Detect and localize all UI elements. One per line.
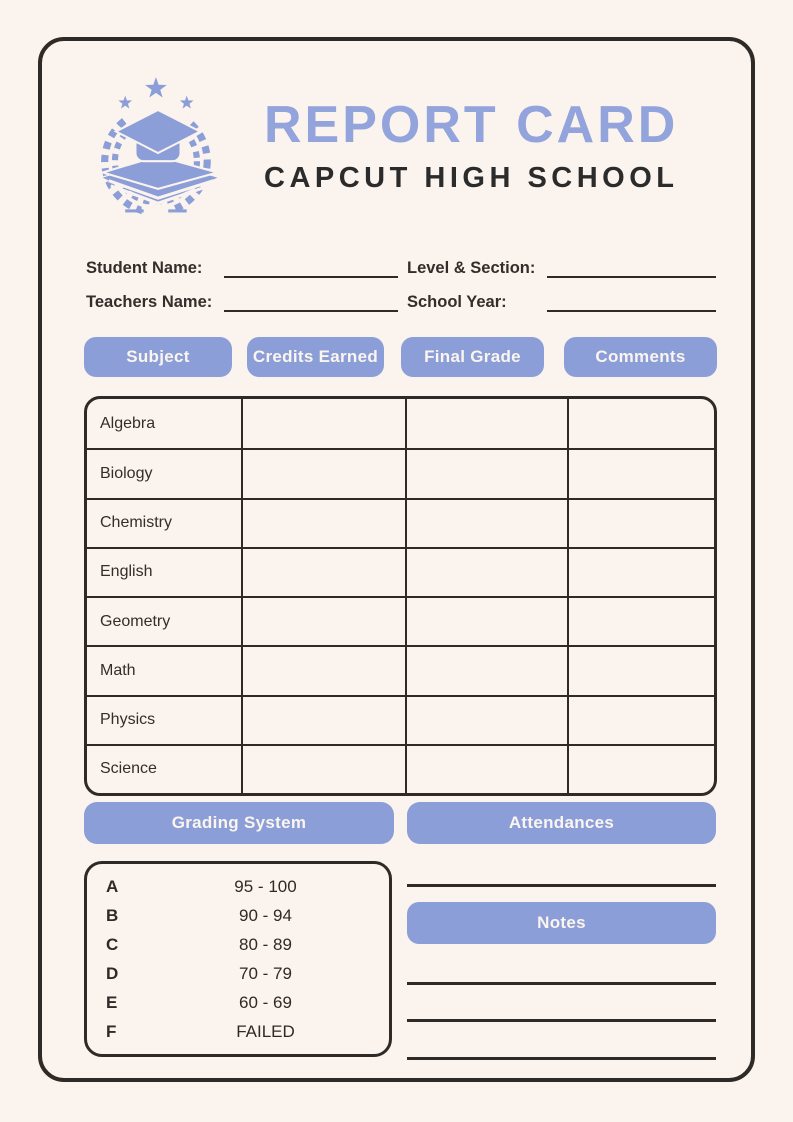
subject-cell: Math (100, 661, 136, 679)
final-grade-cell[interactable] (405, 500, 567, 547)
grade-range: 80 - 89 (239, 934, 292, 954)
credits-cell[interactable] (241, 746, 405, 793)
notes-line[interactable] (407, 1057, 716, 1060)
grade-letter: C (106, 934, 119, 954)
credits-cell[interactable] (241, 399, 405, 448)
school-name: CAPCUT HIGH SCHOOL (264, 162, 679, 194)
comments-cell[interactable] (567, 450, 714, 497)
table-row (87, 547, 714, 596)
grading-scale-row (106, 877, 375, 897)
table-row (87, 399, 714, 448)
table-row (87, 596, 714, 645)
grading-scale-row (106, 964, 375, 984)
column-header-comments: Comments (564, 337, 717, 377)
final-grade-cell[interactable] (405, 598, 567, 645)
comments-cell[interactable] (567, 399, 714, 448)
table-row (87, 448, 714, 497)
subject-cell: Chemistry (100, 514, 173, 532)
level-section-label: Level & Section: (407, 259, 536, 277)
grade-range: 95 - 100 (234, 876, 297, 896)
notes-header: Notes (407, 902, 716, 944)
student-info-form (86, 255, 718, 316)
table-row (87, 645, 714, 694)
teachers-name-field[interactable] (224, 289, 398, 312)
notes-line[interactable] (407, 982, 716, 985)
column-header-subject: Subject (84, 337, 232, 377)
credits-cell[interactable] (241, 697, 405, 744)
subject-cell: Biology (100, 464, 153, 482)
comments-cell[interactable] (567, 598, 714, 645)
comments-cell[interactable] (567, 549, 714, 596)
table-row (87, 498, 714, 547)
table-row (87, 695, 714, 744)
grade-range: 90 - 94 (239, 905, 292, 925)
grade-letter: F (106, 1021, 117, 1041)
final-grade-cell[interactable] (405, 399, 567, 448)
grade-range: 60 - 69 (239, 992, 292, 1012)
report-card (38, 37, 755, 1082)
grades-table (84, 396, 717, 796)
grade-letter: B (106, 905, 119, 925)
grade-range: 70 - 79 (239, 963, 292, 983)
grade-range: FAILED (236, 1021, 295, 1041)
final-grade-cell[interactable] (405, 697, 567, 744)
level-section-field[interactable] (547, 255, 716, 278)
column-header-credits-earned: Credits Earned (247, 337, 384, 377)
school-logo (76, 75, 240, 231)
grading-scale-row (106, 935, 375, 955)
grading-system-header: Grading System (84, 802, 394, 844)
notes-line[interactable] (407, 1019, 716, 1022)
grading-scale-row (106, 1022, 375, 1042)
credits-cell[interactable] (241, 450, 405, 497)
table-row (87, 744, 714, 793)
header-titles (264, 96, 679, 194)
teachers-name-label: Teachers Name: (86, 293, 213, 311)
final-grade-cell[interactable] (405, 647, 567, 694)
credits-cell[interactable] (241, 598, 405, 645)
final-grade-cell[interactable] (405, 450, 567, 497)
grade-letter: E (106, 992, 118, 1012)
grading-system-box (84, 861, 392, 1057)
school-year-field[interactable] (547, 289, 716, 312)
subject-cell: English (100, 563, 153, 581)
grade-letter: D (106, 963, 119, 983)
subject-cell: Algebra (100, 414, 156, 432)
column-header-final-grade: Final Grade (401, 337, 544, 377)
report-title: REPORT CARD (264, 96, 679, 154)
attendances-line[interactable] (407, 884, 716, 887)
final-grade-cell[interactable] (405, 746, 567, 793)
student-name-label: Student Name: (86, 259, 203, 277)
comments-cell[interactable] (567, 697, 714, 744)
school-year-label: School Year: (407, 293, 507, 311)
final-grade-cell[interactable] (405, 549, 567, 596)
table-column-headers (84, 337, 717, 377)
student-name-field[interactable] (224, 255, 398, 278)
subject-cell: Physics (100, 711, 156, 729)
grading-scale-row (106, 993, 375, 1013)
comments-cell[interactable] (567, 647, 714, 694)
grade-letter: A (106, 876, 119, 896)
credits-cell[interactable] (241, 549, 405, 596)
credits-cell[interactable] (241, 647, 405, 694)
credits-cell[interactable] (241, 500, 405, 547)
subject-cell: Science (100, 760, 157, 778)
grading-scale-row (106, 906, 375, 926)
comments-cell[interactable] (567, 746, 714, 793)
attendances-header: Attendances (407, 802, 716, 844)
comments-cell[interactable] (567, 500, 714, 547)
subject-cell: Geometry (100, 612, 171, 630)
